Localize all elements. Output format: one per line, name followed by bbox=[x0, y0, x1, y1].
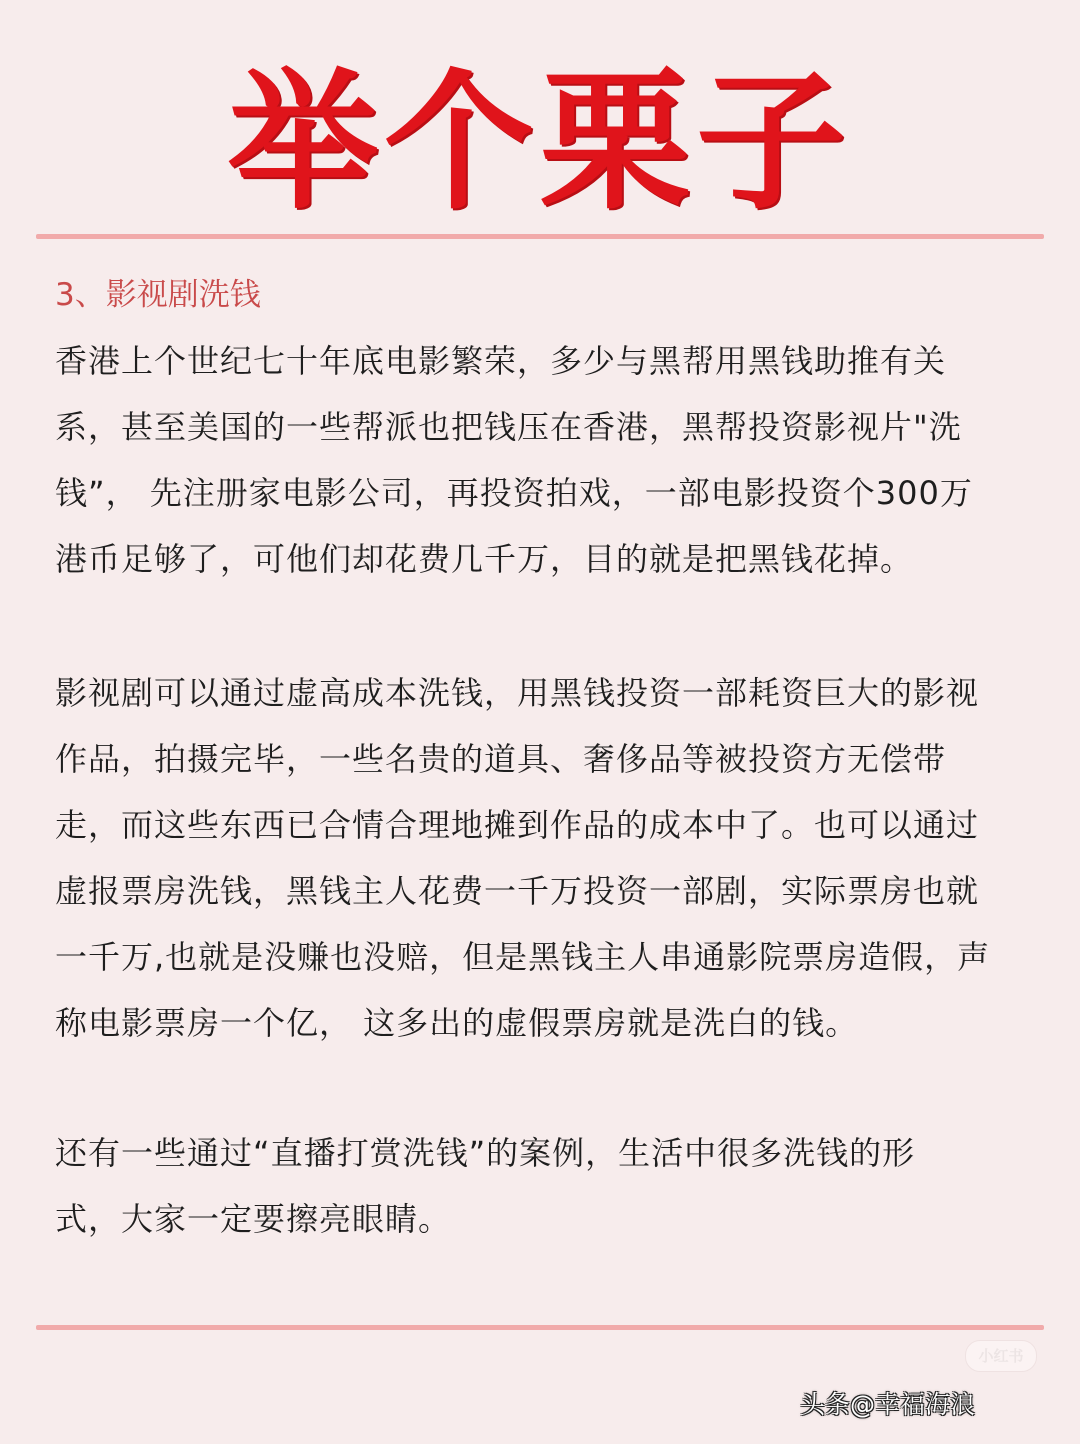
paragraph-line: 还有一些通过“直播打赏洗钱”的案例，生活中很多洗钱的形 bbox=[55, 1134, 916, 1172]
platform-badge: 小红书 bbox=[965, 1340, 1037, 1372]
paragraph-2 bbox=[55, 660, 1040, 1056]
paragraph-line: 式，大家一定要擦亮眼睛。 bbox=[55, 1200, 452, 1238]
page-title: 举个栗子 bbox=[227, 56, 852, 230]
section-heading: 3、影视剧洗钱 bbox=[55, 277, 261, 313]
paragraph-line: 钱”， 先注册家电影公司，再投资拍戏，一部电影投资个300万 bbox=[55, 474, 973, 512]
watermark: 头条@幸福海浪 bbox=[800, 1390, 976, 1419]
paragraph-3 bbox=[55, 1120, 1040, 1252]
paragraph-line: 系，甚至美国的一些帮派也把钱压在香港，黑帮投资影视片"洗 bbox=[55, 408, 962, 446]
top-divider bbox=[36, 234, 1044, 239]
paragraph-line: 虚报票房洗钱，黑钱主人花费一千万投资一部剧，实际票房也就 bbox=[55, 872, 980, 910]
paragraph-line: 香港上个世纪七十年底电影繁荣，多少与黑帮用黑钱助推有关 bbox=[55, 342, 947, 380]
paragraph-line: 影视剧可以通过虚高成本洗钱，用黑钱投资一部耗资巨大的影视 bbox=[55, 674, 980, 712]
paragraph-1 bbox=[55, 328, 1040, 592]
paragraph-line: 港币足够了，可他们却花费几千万，目的就是把黑钱花掉。 bbox=[55, 540, 914, 578]
paragraph-line: 称电影票房一个亿， 这多出的虚假票房就是洗白的钱。 bbox=[55, 1004, 859, 1042]
bottom-divider bbox=[36, 1325, 1044, 1330]
paragraph-line: 一千万,也就是没赚也没赔，但是黑钱主人串通影院票房造假，声 bbox=[55, 938, 991, 976]
paragraph-line: 走，而这些东西已合情合理地摊到作品的成本中了。也可以通过 bbox=[55, 806, 980, 844]
paragraph-line: 作品，拍摄完毕，一些名贵的道具、奢侈品等被投资方无偿带 bbox=[55, 740, 947, 778]
